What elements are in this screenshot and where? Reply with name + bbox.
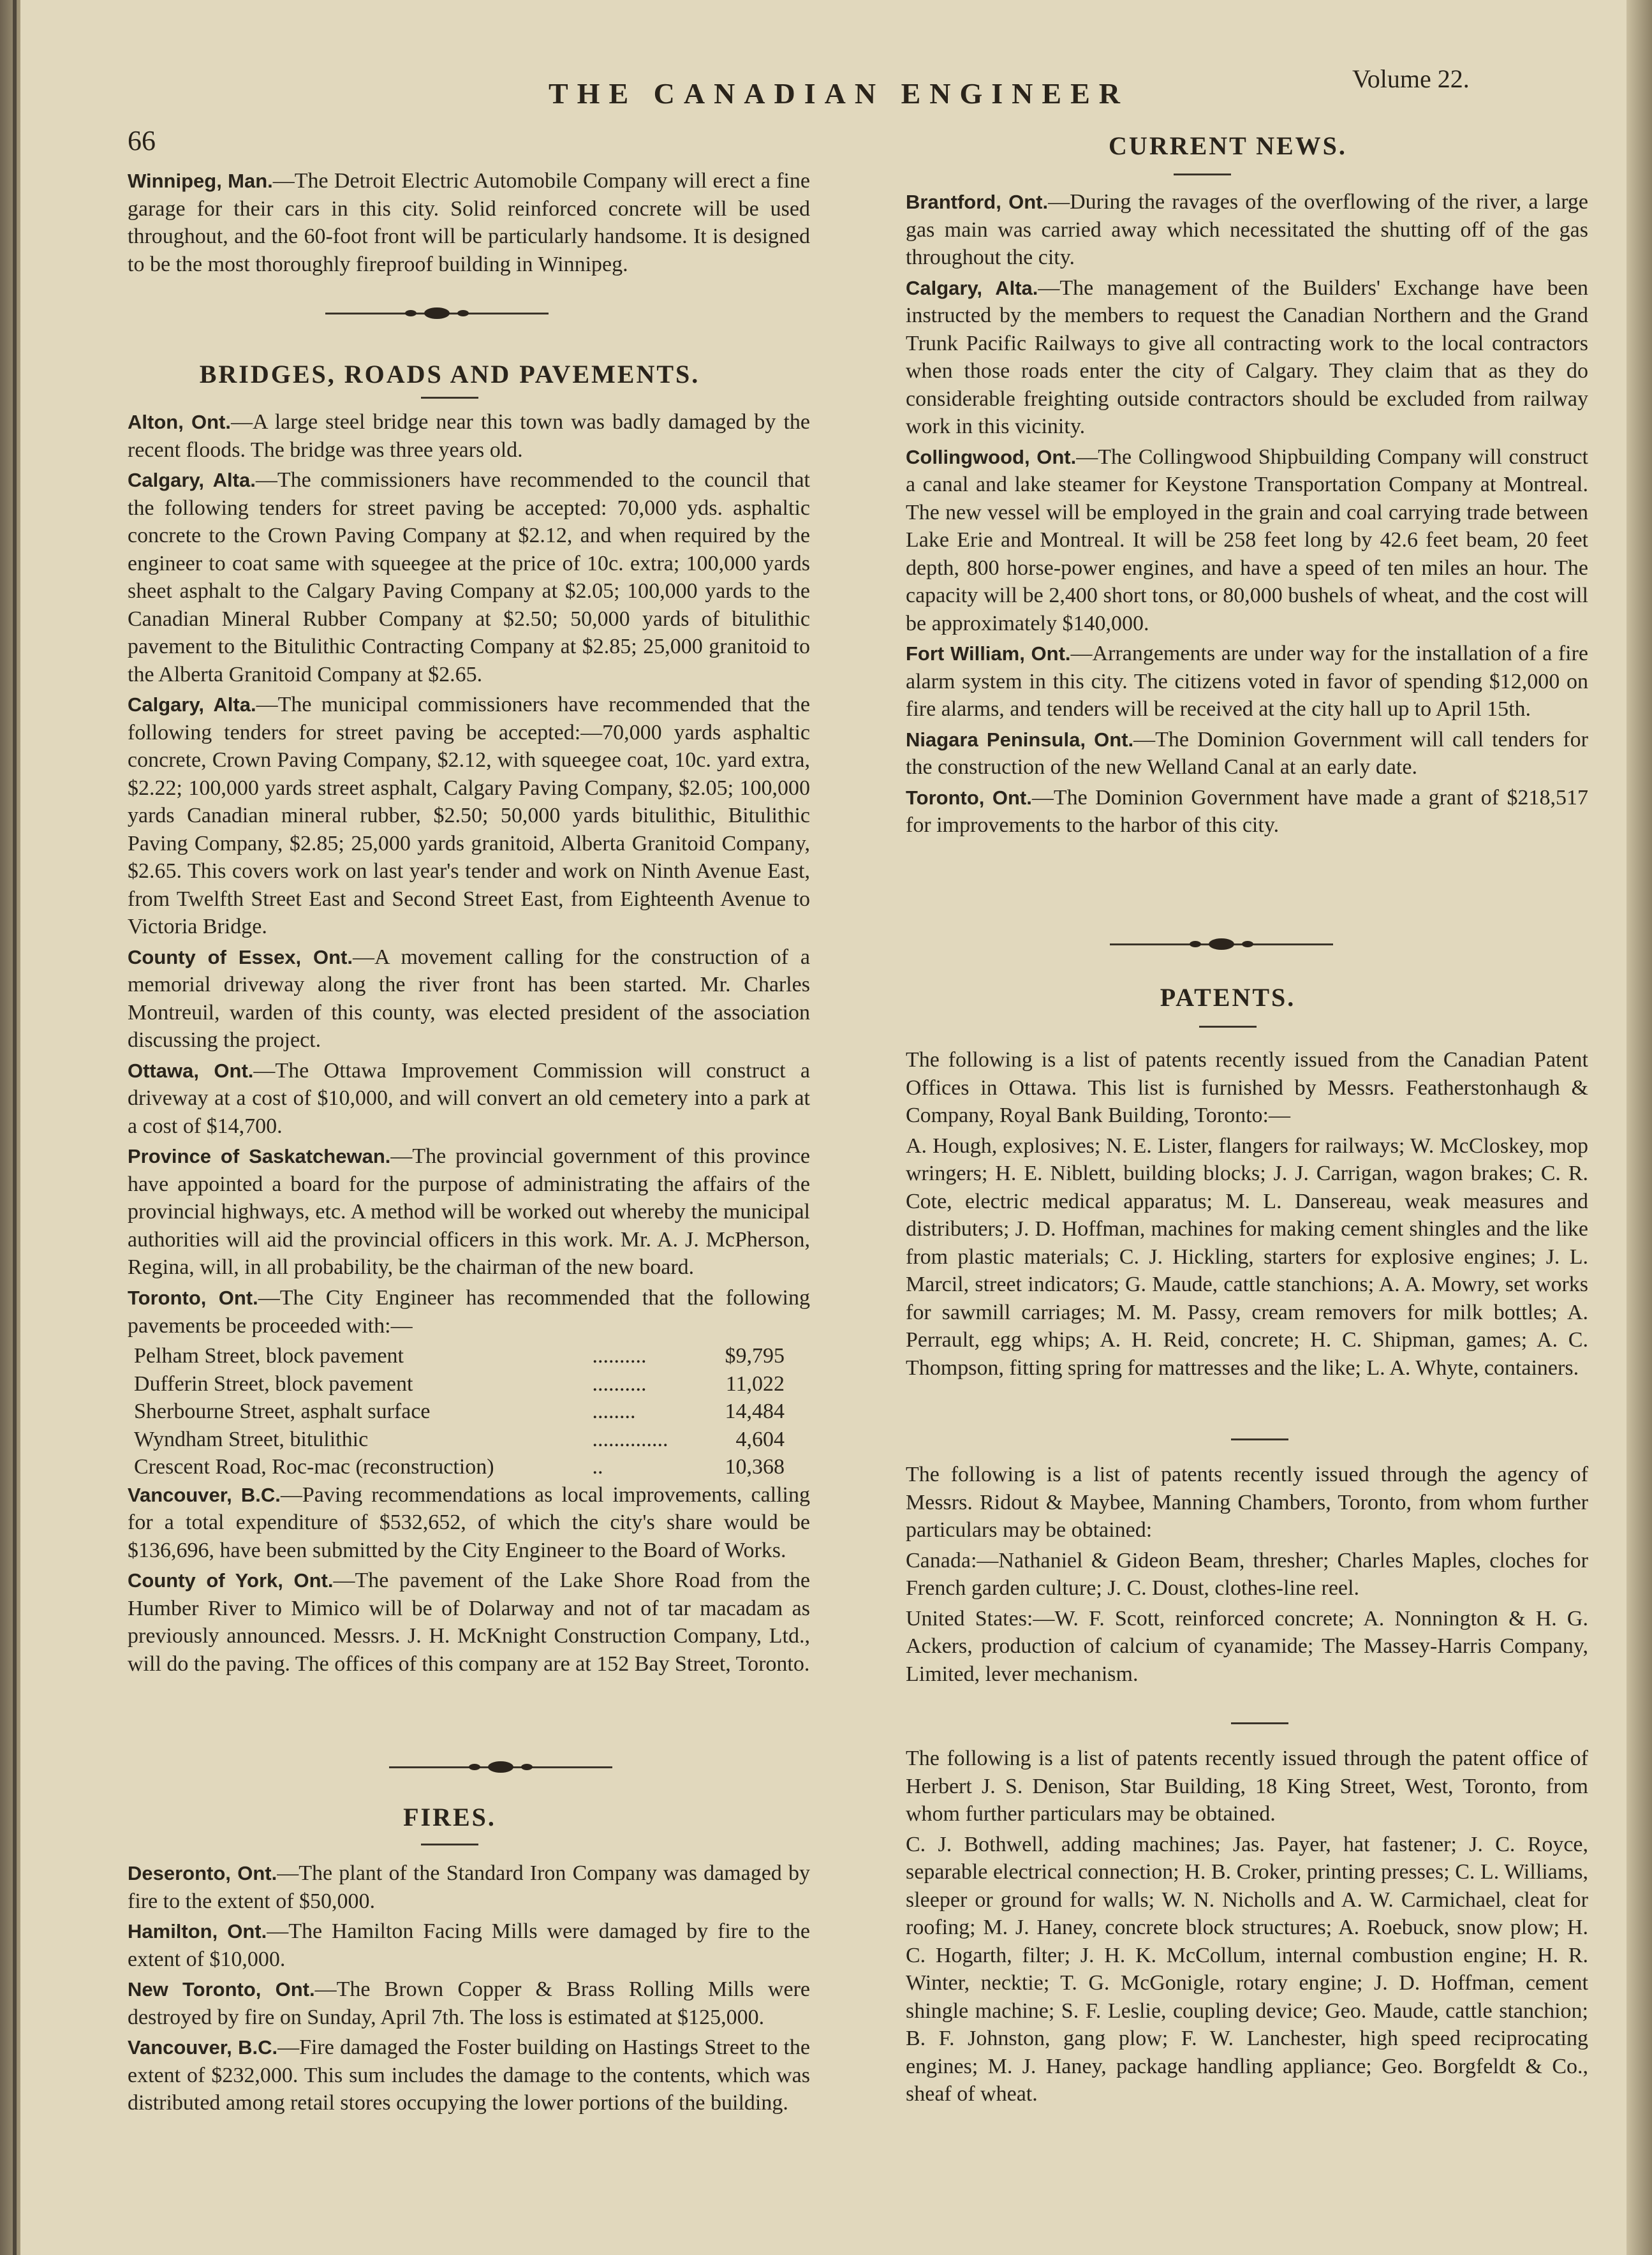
- table-row: [134, 1398, 785, 1426]
- item-place: Toronto, Ont.: [128, 1286, 258, 1309]
- divider-rule: [1231, 1438, 1288, 1440]
- news-section: [867, 188, 1588, 842]
- running-title: THE CANADIAN ENGINEER: [549, 77, 1129, 110]
- item-text: —Arrangements are under way for the installation of a fire alarm system in this city. The citizens voted in favor of spending $12,000 on fire alarms, and tenders will be received at the city hall up to April 15th.: [906, 642, 1589, 721]
- item-place: Vancouver, B.C.: [128, 2036, 278, 2059]
- pavement-street: Sherbourne Street, asphalt surface: [134, 1400, 431, 1424]
- item-place: County of York, Ont.: [128, 1569, 334, 1592]
- section-heading-fires: FIRES.: [403, 1803, 496, 1831]
- heading-rule: [421, 397, 478, 399]
- volume-label: Volume 22.: [1352, 64, 1470, 93]
- item-place: Province of Saskatchewan.: [128, 1145, 391, 1168]
- item-text: —The municipal commissioners have recommended that the following tenders for street paving be accepted:—70,000 yards asphaltic concrete, Crown Paving Company, $2.12, with squeegee coat, 10c. yard extra, $2.22; 100,000 yards street asphalt, Calgary Paving Company, $2.05; 100,000 yards Canadian mineral rubber, $2.50; 50,000 yards bitulithic, Bitulithic Paving Company, $2.85; 25,000 yards granitoid, Alberta Granitoid Company, $2.65. This covers work on last year's tender and work on Ninth Avenue East, from Twelfth Street East and Second Street East, from Eighteenth Avenue to Victoria Bridge.: [128, 693, 810, 939]
- item-text: —The provincial government of this province have appointed a board for the purpose of administrating the affairs of the provincial highways, etc. A method will be worked out whereby the municipal authorities will aid the provincial officers in this work. Mr. A. J. McPherson, Regina, will, in all probability, be the chairman of the new board.: [128, 1144, 810, 1280]
- item-place: Fort William, Ont.: [906, 642, 1071, 665]
- section-ornament: [1110, 935, 1333, 954]
- item-place: Alton, Ont.: [128, 411, 231, 433]
- section-heading-news: CURRENT NEWS.: [1109, 131, 1347, 160]
- right-column: [867, 0, 1588, 2255]
- page-fore-edge: [1626, 0, 1652, 2255]
- item-text: —The pavement of the Lake Shore Road from the Humber River to Mimico will be of Dolarway and not of tar macadam as previously announced. Messrs. J. H. McKnight Construction Company, Ltd., will do the paving. The offices of this company are at 152 Bay Street, Toronto.: [128, 1569, 810, 1676]
- item-text: —The Brown Copper & Brass Rolling Mills were destroyed by fire on Sunday, April 7th. The loss is estimated at $125,000.: [128, 1978, 810, 2029]
- table-row: [134, 1370, 785, 1398]
- heading-rule: [421, 1844, 478, 1845]
- item-text: —The Dominion Government will call tenders for the construction of the new Welland Canal at an early date.: [906, 727, 1588, 780]
- patents-list-3: [867, 1745, 1588, 2111]
- table-row: [134, 1426, 785, 1454]
- leader-dots: ..........: [592, 1371, 647, 1396]
- table-row: [134, 1453, 785, 1481]
- item-text: —During the ravages of the overflowing of the river, a large gas main was carried away which necessitated the shutting off of the gas throughout the city.: [906, 190, 1589, 270]
- heading-rule: [1199, 1026, 1257, 1028]
- item-place: Winnipeg, Man.: [128, 170, 273, 192]
- fires-section: [89, 1859, 810, 2120]
- item-place: Ottawa, Ont.: [128, 1059, 254, 1082]
- item-winnipeg: [89, 167, 810, 281]
- pavement-amount: 11,022: [725, 1371, 785, 1396]
- item-text: —The Ottawa Improvement Commission will construct a driveway at a cost of $10,000, and will convert an old cemetery into a park at a cost of $14,700.: [128, 1058, 810, 1138]
- leader-dots: ........: [592, 1400, 636, 1424]
- item-place: Niagara Peninsula, Ont.: [906, 728, 1134, 751]
- pavement-street: Wyndham Street, bitulithic: [134, 1427, 369, 1451]
- pavement-amount: 4,604: [735, 1427, 785, 1451]
- patents-canada: Canada:—Nathaniel & Gideon Beam, thresher; Charles Maples, cloches for French garden culture; J. C. Doust, clothes-line reel.: [906, 1548, 1588, 1601]
- item-place: Toronto, Ont.: [906, 786, 1032, 809]
- leader-dots: ..............: [592, 1427, 668, 1451]
- table-row: [134, 1342, 785, 1370]
- item-place: Calgary, Alta.: [906, 276, 1038, 299]
- item-text: —The City Engineer has recommended that the following pavements be proceeded with:—: [128, 1285, 810, 1338]
- patents-intro: The following is a list of patents recently issued through the agency of Messrs. Ridout & Maybee, Manning Chambers, Toronto, from whom further particulars may be obtained:: [906, 1463, 1588, 1542]
- item-place: Collingwood, Ont.: [906, 445, 1077, 468]
- pavement-street: Crescent Road, Roc-mac (reconstruction): [134, 1455, 494, 1479]
- item-text: —Fire damaged the Foster building on Hastings Street to the extent of $232,000. This sum includes the damage to the contents, which was distributed among retail stores occupying the lower portions of the building.: [128, 2036, 810, 2115]
- page-number: 66: [128, 125, 156, 156]
- pavement-amount: 10,368: [725, 1455, 785, 1479]
- leader-dots: ..: [592, 1455, 603, 1479]
- binding-edge-line: [13, 0, 17, 2255]
- bridges-section: [89, 408, 810, 1680]
- patents-list-1: [867, 1046, 1588, 1384]
- pavement-street: Dufferin Street, block pavement: [134, 1371, 413, 1396]
- item-text: —The Hamilton Facing Mills were damaged by fire to the extent of $10,000.: [128, 1919, 810, 1971]
- heading-rule: [1174, 174, 1231, 175]
- section-ornament: [389, 1757, 612, 1777]
- patents-intro: The following is a list of patents recently issued through the patent office of Herbert J. S. Denison, Star Building, 18 King Street, West, Toronto, from whom further particulars may be obtained.: [906, 1747, 1588, 1826]
- item-place: Calgary, Alta.: [128, 693, 256, 716]
- item-text: —Paving recommendations as local improvements, calling for a total expenditure of $532,652, of which the city's share would be $136,696, have been submitted by the City Engineer to the Board of Works.: [128, 1482, 810, 1562]
- pavement-street: Pelham Street, block pavement: [134, 1344, 404, 1368]
- pavement-amount: 14,484: [725, 1400, 785, 1424]
- item-place: County of Essex, Ont.: [128, 945, 353, 968]
- patents-list: A. Hough, explosives; N. E. Lister, flangers for railways; W. McCloskey, mop wringers; H. E. Niblett, building blocks; J. J. Carrigan, wagon brakes; C. R. Cote, electric medical apparatus; M. L. Dansereau, weak measures and distributers; J. D. Hoffman, machines for making cement shingles and the like from plastic materials; C. J. Hickling, starters for explosive engines; J. L. Marcil, street indicators; G. Maude, cattle stanchions; A. A. Mowry, set works for sawmill carriages; M. M. Passy, cream removers for milk bottles; A. Perrault, egg whips; A. H. Reid, concrete; H. C. Shipman, games; A. C. Thompson, fitting spring for mattresses and the like; L. A. Whyte, containers.: [906, 1134, 1588, 1380]
- patents-list: C. J. Bothwell, adding machines; Jas. Payer, hat fastener; J. C. Royce, separable electrical connection; H. B. Croker, printing presses; C. L. Williams, sleeper or ground for walls; W. N. Nicholls and A. W. Carmichael, cleat for roofing; M. J. Haney, concrete block structures; A. Roebuck, snow plow; H. C. Hogarth, filter; J. H. K. McCollum, internal combustion engine; H. R. Winter, necktie; T. G. McGonigle, rotary engine; J. D. Hoffman, cement shingle machine; S. F. Leslie, coupling device; Geo. Maude, cattle stanchion; B. F. Johnston, gang plow; F. W. Lanchester, high speed reciprocating engines; M. J. Haney, package handling appliance; Geo. Borgfeldt & Co., sheaf of wheat.: [906, 1832, 1588, 2106]
- patents-intro: The following is a list of patents recently issued from the Canadian Patent Offices in Ottawa. This list is furnished by Messrs. Featherstonhaugh & Company, Royal Bank Building, Toronto:—: [906, 1048, 1588, 1128]
- divider-rule: [1231, 1722, 1288, 1724]
- item-text: —The Dominion Government have made a grant of $218,517 for improvements to the harbor of this city.: [906, 785, 1588, 838]
- patents-us: United States:—W. F. Scott, reinforced concrete; A. Nonnington & H. G. Ackers, production of calcium of cyanamide; The Massey-Harris Company, Limited, lever mechanism.: [906, 1606, 1588, 1686]
- section-heading-bridges: BRIDGES, ROADS AND PAVEMENTS.: [199, 360, 700, 388]
- item-text: —The plant of the Standard Iron Company was damaged by fire to the extent of $50,000.: [128, 1861, 811, 1913]
- page-binding: [0, 0, 20, 2255]
- item-text: —The Collingwood Shipbuilding Company will construct a canal and lake steamer for Keystone Transportation Company at Montreal. The new vessel will be employed in the grain and coal carrying trade between Lake Erie and Montreal. It will be 258 feet long by 42.6 feet beam, 20 feet depth, 800 horse-power engines, and have a speed of ten miles an hour. The capacity will be 2,400 short tons, or 80,000 bushels of wheat, and the cost will be approximately $140,000.: [906, 445, 1588, 635]
- item-place: Deseronto, Ont.: [128, 1862, 277, 1884]
- item-text: —The management of the Builders' Exchange have been instructed by the members to request the Canadian Northern and the Grand Trunk Pacific Railways to give all contracting work to the local contractors when those roads enter the city of Calgary. They claim that as they do considerable freighting outside contractors should be excluded from railway work in this vicinity.: [906, 276, 1588, 439]
- item-place: Vancouver, B.C.: [128, 1483, 281, 1506]
- section-ornament: [325, 304, 549, 323]
- patents-list-2: [867, 1461, 1588, 1690]
- section-heading-patents: PATENTS.: [1160, 983, 1296, 1012]
- item-place: New Toronto, Ont.: [128, 1978, 315, 2001]
- pavement-table: [134, 1342, 785, 1481]
- item-text: —The commissioners have recommended to the council that the following tenders for street paving be accepted: 70,000 yds. asphaltic concrete to the Crown Paving Company at $2.12, and when required by the engineer to coat same with squeegee at the price of 10c. extra; 100,000 yards sheet asphalt to the Calgary Paving Company at $2.05; 100,000 yards to the Canadian Mineral Rubber Company at $2.50; 50,000 yards of bitulithic pavement to the Bitulithic Contracting Company at $2.85; 25,000 granitoid to the Alberta Granitoid Company at $2.65.: [128, 468, 810, 686]
- item-place: Hamilton, Ont.: [128, 1920, 267, 1943]
- leader-dots: ..........: [592, 1344, 647, 1368]
- left-column: [89, 0, 810, 2255]
- pavement-amount: $9,795: [725, 1344, 785, 1368]
- item-text: —A large steel bridge near this town was badly damaged by the recent floods. The bridge was three years old.: [128, 410, 811, 462]
- item-text: —A movement calling for the construction of a memorial driveway along the river front has been started. Mr. Charles Montreuil, warden of this county, was elected president of the association discussing the project.: [128, 945, 810, 1053]
- item-place: Calgary, Alta.: [128, 469, 256, 492]
- item-place: Brantford, Ont.: [906, 191, 1049, 213]
- item-text: —The Detroit Electric Automobile Company will erect a fine garage for their cars in this city. Solid reinforced concrete will be used throughout, and the 60-foot front will be particularly handsome. It is designed to be the most thoroughly fireproof building in Winnipeg.: [128, 169, 810, 276]
